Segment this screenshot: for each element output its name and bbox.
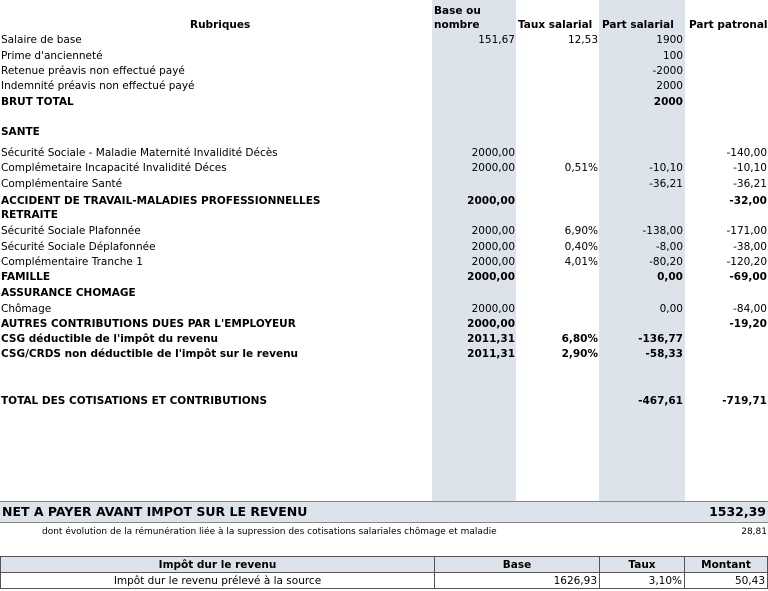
row-label: CSG/CRDS non déductible de l'impôt sur le revenu — [1, 348, 299, 360]
income-tax-header-base: Base — [435, 557, 600, 573]
header-taux-salarial: Taux salarial — [518, 19, 593, 31]
payslip-row — [0, 270, 768, 285]
evolution-note-value: 28,81 — [741, 527, 767, 537]
row-part-salarial: -10,10 — [649, 162, 683, 174]
net-before-tax-label: NET A PAYER AVANT IMPOT SUR LE REVENU — [2, 504, 308, 519]
row-label: Complémentaire Tranche 1 — [1, 256, 143, 268]
payslip-row — [0, 240, 768, 255]
row-base: 2000,00 — [471, 256, 515, 268]
payslip-row — [0, 177, 768, 192]
row-part-salarial: 1900 — [656, 34, 683, 46]
payslip-row — [0, 49, 768, 64]
evolution-note-label: dont évolution de la rémunération liée à la supression des cotisations salariales chômage et maladie — [42, 527, 497, 537]
row-part-patronal: -32,00 — [729, 195, 767, 207]
payslip-row — [0, 33, 768, 48]
payslip-row — [0, 95, 768, 110]
row-base: 2011,31 — [467, 348, 515, 360]
row-part-patronal: -19,20 — [729, 318, 767, 330]
row-label: Complémentaire Santé — [1, 178, 123, 190]
row-part-salarial: -136,77 — [638, 333, 683, 345]
row-base: 2000,00 — [467, 271, 515, 283]
row-part-salarial: -80,20 — [649, 256, 683, 268]
row-taux: 4,01% — [564, 256, 598, 268]
row-base: 2000,00 — [471, 225, 515, 237]
row-part-salarial: 0,00 — [657, 271, 683, 283]
row-part-patronal: -84,00 — [733, 303, 767, 315]
row-part-salarial: -138,00 — [642, 225, 683, 237]
row-part-salarial: 0,00 — [659, 303, 683, 315]
row-base: 2000,00 — [467, 195, 515, 207]
row-label: CSG déductible de l'impôt du revenu — [1, 333, 219, 345]
row-base: 2000,00 — [471, 147, 515, 159]
row-label: Sécurité Sociale - Maladie Maternité Invalidité Décès — [1, 147, 278, 159]
payslip-row — [0, 255, 768, 270]
payslip-row — [0, 332, 768, 347]
income-tax-label: Impôt dur le revenu prélevé à la source — [1, 573, 435, 589]
row-taux: 6,80% — [561, 333, 598, 345]
row-taux: 0,40% — [564, 241, 598, 253]
row-base: 2011,31 — [467, 333, 515, 345]
payslip-row — [0, 79, 768, 94]
row-label: Sécurité Sociale Plafonnée — [1, 225, 141, 237]
row-label: ACCIDENT DE TRAVAIL-MALADIES PROFESSIONNELLES — [1, 195, 321, 207]
row-label: BRUT TOTAL — [1, 96, 74, 108]
payslip-row — [0, 302, 768, 317]
row-label: Sécurité Sociale Déplafonnée — [1, 241, 156, 253]
income-tax-taux: 3,10% — [600, 573, 685, 589]
header-part-salarial: Part salarial — [602, 19, 674, 31]
row-taux: 2,90% — [561, 348, 598, 360]
income-tax-row — [1, 573, 768, 589]
payslip-row — [0, 347, 768, 362]
row-part-patronal: -10,10 — [733, 162, 767, 174]
row-label: ASSURANCE CHOMAGE — [1, 287, 136, 299]
row-part-patronal: -36,21 — [733, 178, 767, 190]
payslip-row — [0, 224, 768, 239]
row-label: SANTE — [1, 126, 40, 138]
row-part-patronal: -120,20 — [726, 256, 767, 268]
row-base: 2000,00 — [471, 162, 515, 174]
row-part-salarial: -36,21 — [649, 178, 683, 190]
row-part-salarial: 100 — [662, 50, 683, 62]
row-part-patronal: -719,71 — [722, 395, 767, 407]
row-label: Complémetaire Incapacité Invalidité Déces — [1, 162, 227, 174]
payslip-row — [0, 208, 768, 223]
row-part-salarial: -2000 — [652, 65, 683, 77]
income-tax-header-row — [1, 557, 768, 573]
row-part-patronal: -38,00 — [733, 241, 767, 253]
payslip-row — [0, 161, 768, 176]
header-part-patronal: Part patronal — [689, 19, 768, 31]
row-base: 151,67 — [478, 34, 515, 46]
income-tax-table — [0, 556, 768, 589]
row-base: 2000,00 — [471, 303, 515, 315]
payslip-row — [0, 64, 768, 79]
row-taux: 0,51% — [564, 162, 598, 174]
income-tax-base: 1626,93 — [435, 573, 600, 589]
income-tax-header-label: Impôt dur le revenu — [1, 557, 435, 573]
row-base: 2000,00 — [467, 318, 515, 330]
row-part-patronal: -171,00 — [726, 225, 767, 237]
header-rubriques: Rubriques — [190, 19, 251, 31]
row-part-salarial: -8,00 — [655, 241, 683, 253]
row-part-salarial: 2000 — [656, 80, 683, 92]
row-part-patronal: -140,00 — [726, 147, 767, 159]
payslip-row — [0, 317, 768, 332]
payslip-row — [0, 125, 768, 140]
row-part-salarial: -467,61 — [638, 395, 683, 407]
income-tax-header-montant: Montant — [685, 557, 768, 573]
row-label: FAMILLE — [1, 271, 51, 283]
row-part-patronal: -69,00 — [729, 271, 767, 283]
net-before-tax-band — [0, 501, 768, 523]
row-label: RETRAITE — [1, 209, 58, 221]
header-base: Base ou nombre — [434, 5, 481, 31]
row-label: Retenue préavis non effectué payé — [1, 65, 185, 77]
income-tax-header-taux: Taux — [600, 557, 685, 573]
row-label: Prime d'ancienneté — [1, 50, 103, 62]
income-tax-montant: 50,43 — [685, 573, 768, 589]
row-label: Chômage — [1, 303, 52, 315]
row-label: Indemnité préavis non effectué payé — [1, 80, 195, 92]
net-before-tax-value: 1532,39 — [709, 504, 766, 519]
evolution-note — [0, 527, 768, 541]
row-label: AUTRES CONTRIBUTIONS DUES PAR L'EMPLOYEUR — [1, 318, 296, 330]
row-taux: 6,90% — [564, 225, 598, 237]
row-base: 2000,00 — [471, 241, 515, 253]
payslip-row — [0, 286, 768, 301]
payslip-row — [0, 194, 768, 209]
row-part-salarial: 2000 — [653, 96, 683, 108]
payslip-row — [0, 146, 768, 161]
row-label: TOTAL DES COTISATIONS ET CONTRIBUTIONS — [1, 395, 268, 407]
row-label: Salaire de base — [1, 34, 82, 46]
payslip-row — [0, 394, 768, 409]
row-part-salarial: -58,33 — [645, 348, 683, 360]
row-taux: 12,53 — [567, 34, 598, 46]
